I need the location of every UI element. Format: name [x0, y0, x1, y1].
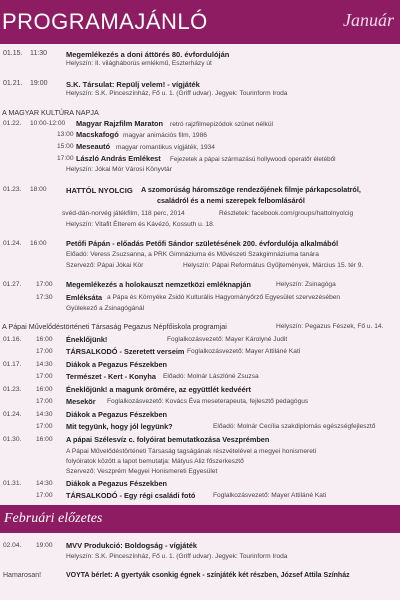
event-date: 01.15. — [3, 50, 23, 57]
hattol-location: Helyszín: Vitafit Étterem és Kávézó, Kossuth u. 18. — [66, 221, 215, 228]
pegazus-date: 01.24. — [3, 411, 22, 418]
pegazus-time: 16:00 — [36, 436, 53, 443]
holokauszt-title-1: Megemlékezés a holokauszt nemzetközi emléknapján — [66, 280, 251, 289]
pegazus-time: 17:00 — [36, 423, 53, 430]
pegazus-time: 14:30 — [36, 480, 53, 487]
holokauszt-date: 01.27. — [3, 281, 22, 288]
pegazus-time: 16:00 — [36, 386, 53, 393]
month-label: Január — [343, 10, 394, 30]
pegazus-title: Éneklőjünk! a magunk örömére, az együttlét kedvéért — [66, 385, 251, 394]
pegazus-date: 01.23. — [3, 386, 22, 393]
februar-e1-title: MVV Produkció: Boldogság - vígjáték — [66, 541, 197, 550]
pegazus-info: Foglalkozásvezető: Mayer Károlyné Judit — [167, 336, 288, 343]
petofi-time: 16:00 — [30, 240, 47, 247]
kultura-desc-4: Fejezetek a pápai származású hollywoodi operatőr életéből — [170, 156, 336, 163]
event-location: Helyszín: S.K. Pinceszínház, Fő u. 1. (Griff udvar). Jegyek: Tourinform Iroda — [66, 90, 288, 97]
holokauszt-title-2: Emléksáta — [66, 293, 103, 302]
kultura-location: Helyszín: Jókai Mór Városi Könyvtár — [66, 166, 172, 173]
szelesviz-line: Szervező: Veszprém Megyei Honismereti Egyesület — [66, 468, 218, 475]
hattol-desc-1: A szomorúság háromszöge rendezőjének filmje párkapcsolatról, — [141, 185, 361, 194]
pegazus-date: 01.16. — [3, 336, 22, 343]
pegazus-time: 17:00 — [36, 398, 53, 405]
szelesviz-line: folyóiratok között a lapot bemutatja: Mátyus Aliz főszerkesztő — [66, 458, 244, 465]
petofi-location: Helyszín: Pápai Református Gyűjtemények, Március 15. tér 9. — [183, 262, 364, 269]
kultura-title-4: László András Emlékest — [76, 154, 161, 163]
februar-e1-time: 19:00 — [36, 542, 53, 549]
hattol-info: svéd-dán-norvég játékfilm, 118 perc, 2014 — [62, 210, 185, 217]
event-date: 01.21. — [3, 80, 23, 87]
holokauszt-location-2: Gyülekező a Zsinagógánál — [66, 305, 145, 312]
event-location: Helyszín: II. világháborús emlékmű, Eszterházy út — [66, 60, 212, 67]
pegazus-info: Előadó: Molnár Cecília szakdiplomás egészségfejlesztő — [213, 423, 376, 430]
kultura-title-1: Magyar Rajzfilm Maraton — [76, 119, 164, 128]
holokauszt-time-2: 17:30 — [36, 294, 53, 301]
petofi-title: Petőfi Pápán - előadás Petőfi Sándor születésének 200. évfordulója alkalmából — [66, 239, 339, 248]
kultura-desc-2: magyar animációs film, 1986 — [123, 132, 207, 139]
pegazus-time: 17:00 — [36, 348, 53, 355]
februar-band — [0, 505, 400, 533]
pegazus-date: 01.31. — [3, 480, 22, 487]
pegazus-date: 01.17. — [3, 361, 22, 368]
petofi-line-1: Előadó: Veress Zsuzsanna, a PRK Gimnáziuma és Művészeti Szakgimnáziuma tanára — [66, 251, 319, 258]
pegazus-heading-location: Helyszín: Pegazus Fészek, Fő u. 14. — [276, 323, 384, 330]
februar-e2-title: VOYTA bérlet: A gyertyák csonkig égnek - színjáték két részben, József Attila Színház — [66, 572, 350, 579]
hattol-date: 01.23. — [3, 186, 22, 193]
pegazus-time: 14:30 — [36, 411, 53, 418]
pegazus-info: Foglalkozásvezető: Mayer Attiláné Kati — [213, 492, 327, 499]
event-time: 19:00 — [30, 80, 48, 87]
pegazus-title: Éneklőjünk! — [66, 335, 108, 344]
kultura-time-1: 10:00-12:00 — [30, 120, 66, 127]
kultura-time-3: 15:00 — [57, 143, 74, 150]
pegazus-title: Diákok a Pegazus Fészekben — [66, 360, 167, 369]
kultura-heading: A MAGYAR KULTÚRA NAPJA — [2, 108, 99, 117]
kultura-desc-3: magyar romantikus vígjáték, 1934 — [116, 144, 215, 151]
pegazus-heading: A Pápai Művelődéstörténeti Társaság Pegazus Népfőiskola programjai — [2, 322, 227, 331]
pegazus-title: TÁRSALKODÓ - Egy régi családi fotó — [66, 491, 196, 500]
pegazus-title: Mesekör — [66, 397, 96, 406]
pegazus-time: 17:00 — [36, 492, 53, 499]
page-header — [0, 0, 400, 44]
event-title: Megemlékezés a doni áttörés 80. évfordulóján — [66, 50, 230, 59]
pegazus-info: Foglalkozásvezető: Kovács Éva meseterapeuta, fejlesztő pedagógus — [107, 398, 309, 405]
pegazus-title: A pápai Szélesvíz c. folyóirat bemutatkozása Veszprémben — [66, 435, 270, 444]
pegazus-time: 16:00 — [36, 336, 53, 343]
pegazus-info: Előadó: Molnár Lászlóné Zsuzsa — [163, 373, 259, 380]
februar-band-label: Februári előzetes — [4, 511, 103, 526]
pegazus-title: Mit tegyünk, hogy jól legyünk? — [66, 422, 173, 431]
pegazus-title: Diákok a Pegazus Fészekben — [66, 410, 167, 419]
februar-e1-date: 02.04. — [3, 542, 22, 549]
hattol-title: HATTÓL NYOLCIG — [66, 186, 133, 195]
holokauszt-time-1: 17:00 — [36, 281, 53, 288]
kultura-title-3: Meseautó — [76, 142, 111, 151]
pegazus-date: 01.30. — [3, 436, 22, 443]
kultura-time-2: 13:00 — [57, 131, 74, 138]
pegazus-time: 14:30 — [36, 361, 53, 368]
event-title: S.K. Társulat: Repülj velem! - vígjáték — [66, 80, 200, 89]
szelesviz-line: A Pápai Művelődéstörténeti Társaság tagságának részvételével a megyei honismereti — [66, 448, 317, 455]
petofi-organizer: Szervező: Pápai Jókai Kör — [66, 262, 144, 269]
kultura-date: 01.22. — [3, 120, 22, 127]
hattol-details: Részletek: facebook.com/groups/hattolnyolcig — [219, 210, 354, 217]
holokauszt-location-1: Helyszín: Zsinagóga — [276, 281, 336, 288]
petofi-date: 01.24. — [3, 240, 22, 247]
pegazus-title: Természet - Kert - Konyha — [66, 372, 156, 381]
kultura-title-2: Macskafogó — [76, 130, 119, 139]
holokauszt-desc-2: a Pápa és Környéke Zsidó Kulturális Hagyományőrző Egyesület szervezésében — [107, 294, 341, 301]
pegazus-time: 17:00 — [36, 373, 53, 380]
page-title: PROGRAMAJÁNLÓ — [2, 9, 208, 34]
kultura-desc-1: retró rajzfilmepizódok szünet nélkül — [170, 121, 273, 128]
hattol-time: 18:00 — [30, 186, 47, 193]
pegazus-title: Diákok a Pegazus Fészekben — [66, 479, 167, 488]
hattol-desc-2: családról és a nemi szerepek felbomlásáról — [157, 196, 305, 205]
kultura-time-4: 17:00 — [57, 155, 74, 162]
pegazus-info: Foglalkozásvezető: Mayer Attiláné Kati — [187, 348, 301, 355]
februar-e1-location: Helyszín: S.K. Pinceszínház, Fő u. 1. (Griff udvar). Jegyek: Tourinform Iroda — [66, 553, 288, 560]
februar-e2-label: Hamarosan! — [3, 572, 42, 579]
pegazus-title: TÁRSALKODÓ - Szeretett verseim — [66, 347, 185, 356]
event-time: 11:30 — [30, 50, 47, 57]
